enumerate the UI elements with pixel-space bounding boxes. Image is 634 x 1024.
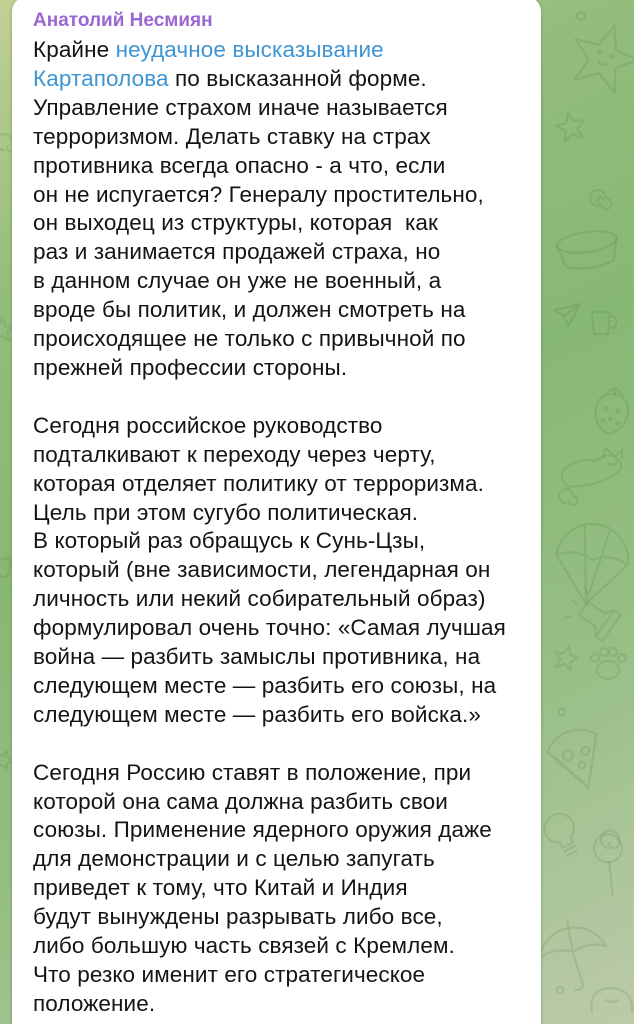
message-line	[33, 816, 525, 845]
message-line	[33, 527, 525, 556]
message-line	[33, 94, 525, 123]
mug-icon	[592, 312, 616, 334]
message-text-segment: приведет к тому, что Китай и Индия	[33, 875, 408, 901]
message-line	[33, 123, 525, 152]
message-text-segment: подталкивают к переходу через черту,	[33, 441, 436, 467]
message-line	[33, 903, 525, 932]
message-line	[33, 441, 525, 470]
message-text-segment: который (вне зависимости, легендарная он	[33, 557, 491, 583]
cat-icon	[558, 444, 629, 490]
message-text-segment: Что резко именит его стратегическое	[33, 962, 426, 987]
message-line	[33, 845, 525, 874]
message-line	[33, 470, 525, 499]
lollipop-icon	[585, 828, 625, 894]
fish-icon	[591, 988, 632, 1012]
strawberry-icon	[592, 385, 632, 437]
message-line	[33, 296, 525, 325]
flashlight-icon	[562, 586, 622, 643]
message-line	[33, 181, 525, 210]
spiral-icon	[590, 190, 612, 209]
message-line	[33, 614, 525, 643]
message-line	[33, 354, 525, 383]
message-line	[33, 961, 525, 990]
message-line	[33, 65, 525, 94]
message-text-segment: либо большую часть связей с Кремлем.	[33, 933, 455, 959]
message-text-segment: будут вынуждены разрывать либо все,	[33, 904, 443, 930]
star-icon	[552, 643, 581, 671]
message-line	[33, 209, 525, 238]
message-line	[33, 267, 525, 296]
message-text	[33, 36, 525, 1019]
message-text-segment: терроризмом. Делать ставку на страх	[33, 123, 431, 149]
message-text-segment: раз и занимается продажей страха, но	[33, 239, 441, 265]
message-line	[33, 990, 525, 1019]
message-text-segment: вроде бы политик, и должен смотреть на	[33, 297, 466, 323]
dot-icon	[557, 987, 563, 993]
message-text-segment: Управление страхом иначе называется	[33, 94, 448, 120]
message-text-segment: следующем месте — разбить его войска.»	[33, 701, 481, 727]
message-text-segment: В который раз обращусь к Сунь-Цзы,	[33, 528, 426, 554]
star-icon	[554, 110, 587, 142]
message-line	[33, 701, 525, 730]
message-line	[33, 932, 525, 961]
inline-link[interactable]: Картаполова	[33, 65, 169, 91]
message-text-segment: личность или некий собирательный образ)	[33, 586, 486, 612]
message-text-segment: следующем месте — разбить его союзы, на	[33, 672, 497, 698]
message-line	[33, 412, 525, 441]
umbrella-icon	[534, 915, 613, 996]
message-line	[33, 238, 525, 267]
spiral-icon	[559, 489, 578, 505]
inline-link[interactable]: неудачное высказывание	[115, 37, 384, 62]
pizza-slice-icon	[543, 723, 612, 797]
message-text-segment: формулировал очень точно: «Самая лучшая	[33, 615, 506, 641]
message-text-segment: для демонстрации и с целью запугать	[33, 846, 435, 872]
spiral-icon	[0, 558, 10, 577]
drum-icon	[556, 228, 620, 272]
dot-icon	[577, 12, 585, 20]
message-text-segment: он не испугается? Генералу простительно,	[33, 181, 484, 207]
message-text-segment: Цель при этом сугубо политическая.	[33, 499, 419, 525]
message-line	[33, 36, 525, 65]
message-text-segment: в данном случае он уже не военный, а	[33, 268, 442, 294]
message-text-segment: Сегодня Россию ставят в положение, при	[33, 759, 472, 785]
message-text-segment: Сегодня российское руководство	[33, 412, 383, 438]
message-text-segment: которая отделяет политику от терроризма.	[33, 470, 484, 496]
message-text-segment: положение.	[33, 990, 156, 1016]
message-line	[33, 556, 525, 585]
starfish-icon	[563, 15, 634, 96]
sender-name[interactable]: Анатолий Несмиян	[33, 10, 213, 31]
paragraph-break	[33, 383, 525, 412]
message-line	[33, 325, 525, 354]
message-text-segment: прежней профессии стороны.	[33, 354, 348, 380]
parachute-icon	[550, 519, 632, 608]
message-line	[33, 672, 525, 701]
message-bubble	[12, 0, 541, 1024]
message-line	[33, 585, 525, 614]
message-text-segment: происходящее не только с привычной по	[33, 326, 466, 352]
message-text-segment: война — разбить замыслы противника, на	[33, 644, 481, 670]
message-line	[33, 152, 525, 181]
paw-print-icon	[591, 648, 626, 679]
message-line	[33, 759, 525, 788]
paragraph-break	[33, 730, 525, 759]
paper-plane-icon	[554, 304, 580, 326]
message-text-segment: он выходец из структуры, которая как	[33, 210, 438, 236]
message-line	[33, 874, 525, 903]
message-text-segment: по высказанной форме.	[168, 65, 427, 91]
message-line	[33, 643, 525, 672]
message-text-segment: союзы. Применение ядерного оружия даже	[33, 817, 492, 843]
message-text-segment: Крайне	[33, 37, 116, 62]
message-text-segment: которой она сама должна разбить свои	[33, 788, 448, 814]
dot-icon	[559, 709, 566, 716]
message-line	[33, 499, 525, 528]
message-line	[33, 788, 525, 817]
message-text-segment: противника всегда опасно - а что, если	[33, 152, 446, 178]
light-bulb-icon	[539, 809, 585, 860]
